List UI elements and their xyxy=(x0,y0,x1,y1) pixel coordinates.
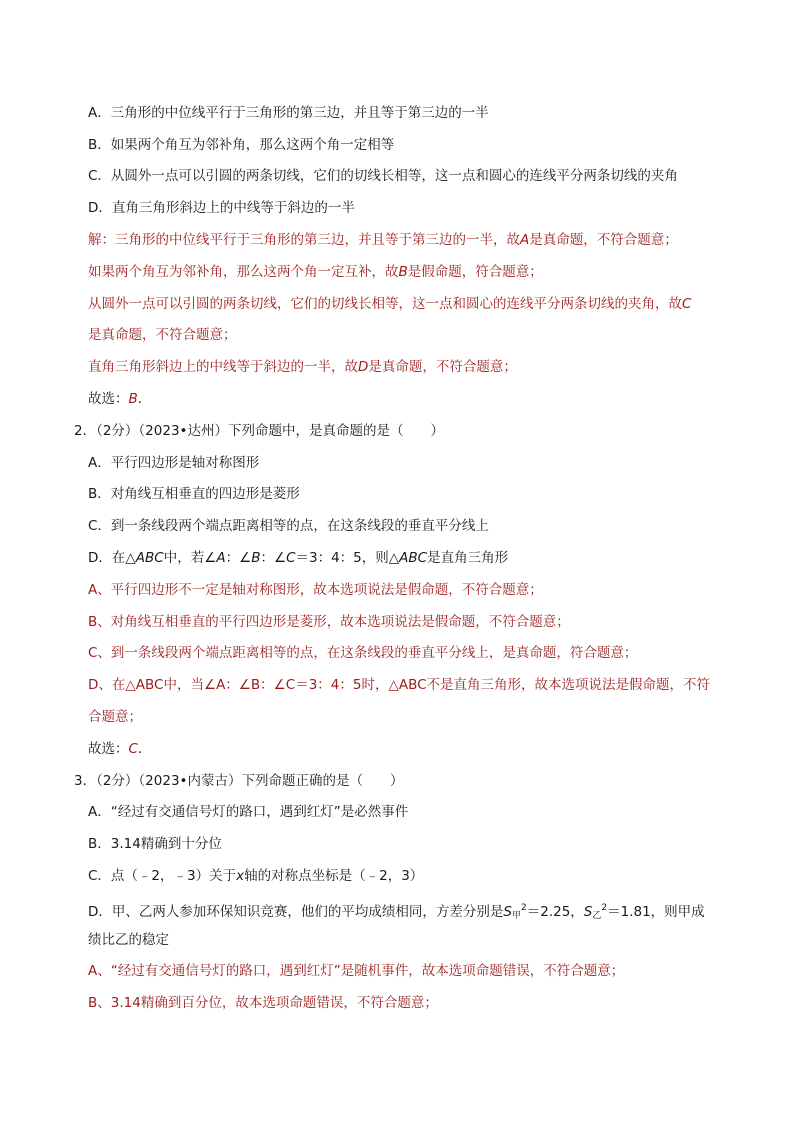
q2-answer: 故选：C． xyxy=(88,741,152,757)
q2-option-d: D．在△ABC中，若∠A：∠B：∠C＝3：4：5，则△ABC是直角三角形 xyxy=(88,550,509,566)
q3-option-d-line-1: D．甲、乙两人参加环保知识竞赛，他们的平均成绩相同，方差分别是$S_甲^2=2.25$，$S_乙^2=1.81$，则甲成 xyxy=(88,903,705,921)
q3-option-a: A．“经过有交通信号灯的路口，遇到红灯”是必然事件 xyxy=(88,804,409,820)
q1-answer: 故选：B． xyxy=(88,391,152,407)
q1-solution-line-5: 直角三角形斜边上的中线等于斜边的一半，故D是真命题，不符合题意； xyxy=(88,359,517,375)
q2-solution-c: C、到一条线段两个端点距离相等的点，在这条线段的垂直平分线上，是真命题，符合题意； xyxy=(88,645,638,661)
q2-solution-d-line-1: D、在△ABC中，当∠A：∠B：∠C＝3：4：5时，△ABC不是直角三角形，故本选项说法是假命题，不符 xyxy=(88,677,711,693)
q1-option-a: A．三角形的中位线平行于三角形的第三边，并且等于第三边的一半 xyxy=(88,105,489,121)
q3-stem: 3．（2分）（2023•内蒙古）下列命题正确的是（ ） xyxy=(74,773,404,789)
q1-solution-line-3: 从圆外一点可以引圆的两条切线，它们的切线长相等，这一点和圆心的连线平分两条切线的夹角，故C xyxy=(88,296,692,312)
q2-option-b: B．对角线互相垂直的四边形是菱形 xyxy=(88,486,300,502)
q3-option-d-line-2: 绩比乙的稳定 xyxy=(88,932,169,948)
q1-solution-line-4: 是真命题，不符合题意； xyxy=(88,327,237,343)
q2-solution-a: A、平行四边形不一定是轴对称图形，故本选项说法是假命题，不符合题意； xyxy=(88,582,543,598)
q2-option-c: C．到一条线段两个端点距离相等的点，在这条线段的垂直平分线上 xyxy=(88,518,489,534)
q3-option-c: C．点（﹣2，﹣3）关于x轴的对称点坐标是（﹣2，3） xyxy=(88,868,424,884)
q2-stem: 2．（2分）（2023•达州）下列命题中，是真命题的是（ ） xyxy=(74,423,444,439)
q1-solution-line-1: 解：三角形的中位线平行于三角形的第三边，并且等于第三边的一半，故A是真命题，不符合题意； xyxy=(88,232,678,248)
q1-option-d: D．直角三角形斜边上的中线等于斜边的一半 xyxy=(88,200,355,216)
q3-solution-a: A、“经过有交通信号灯的路口，遇到红灯”是随机事件，故本选项命题错误，不符合题意； xyxy=(88,963,625,979)
q1-solution-line-2: 如果两个角互为邻补角，那么这两个角一定互补，故B是假命题，符合题意； xyxy=(88,264,543,280)
q2-solution-d-line-2: 合题意； xyxy=(88,709,142,725)
q2-option-a: A．平行四边形是轴对称图形 xyxy=(88,455,260,471)
q3-solution-b: B、3.14精确到百分位，故本选项命题错误，不符合题意； xyxy=(88,995,438,1011)
q3-option-b: B．3.14精确到十分位 xyxy=(88,836,222,852)
q1-option-b: B．如果两个角互为邻补角，那么这两个角一定相等 xyxy=(88,137,395,153)
q1-option-c: C．从圆外一点可以引圆的两条切线，它们的切线长相等，这一点和圆心的连线平分两条切线的夹角 xyxy=(88,168,678,184)
q2-solution-b: B、对角线互相垂直的平行四边形是菱形，故本选项说法是假命题，不符合题意； xyxy=(88,614,570,630)
